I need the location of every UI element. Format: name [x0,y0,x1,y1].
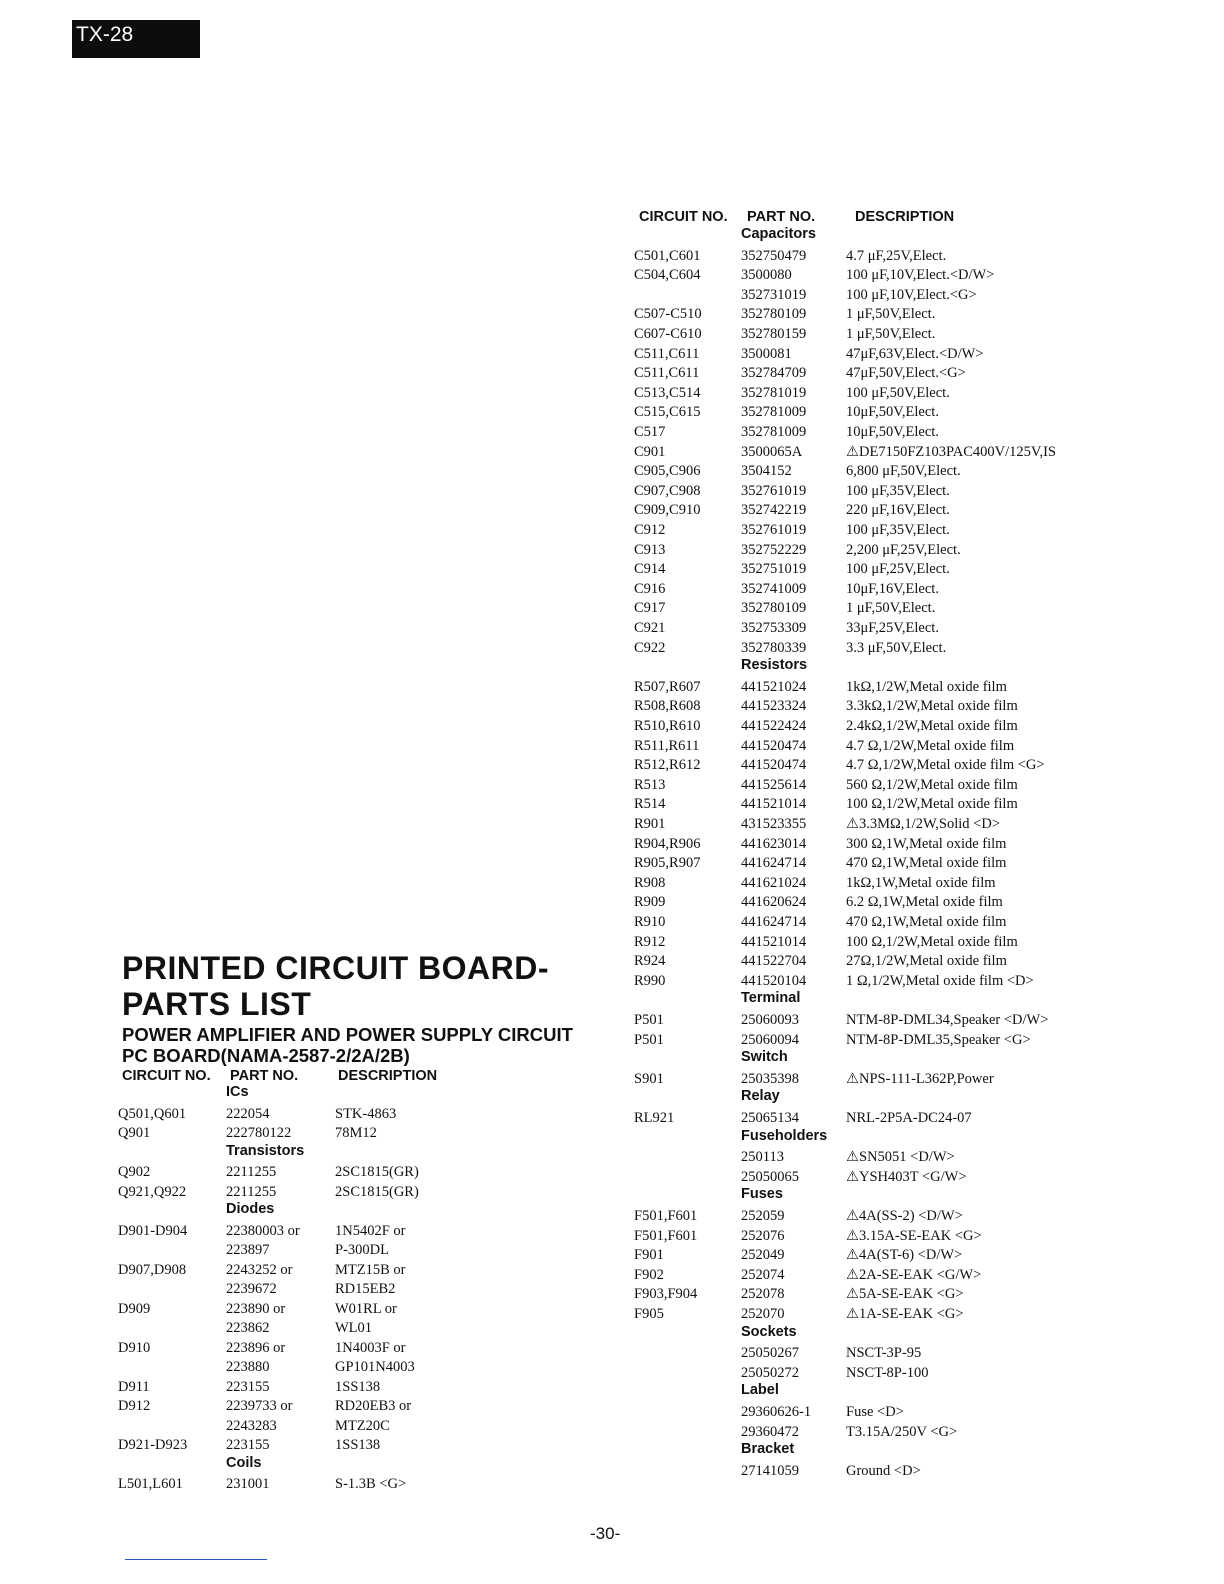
left-header-desc: DESCRIPTION [338,1068,438,1084]
circuit-no: R513 [634,776,666,793]
description: NTM-8P-DML34,Speaker <D/W> [846,1012,1049,1028]
part-no: 441525614 [741,776,807,793]
part-no: 352780109 [741,306,807,323]
right-header-circuit: CIRCUIT NO. [639,209,728,225]
part-no: 352742219 [741,502,807,519]
circuit-no: Q921,Q922 [118,1183,187,1200]
description: 4.7 Ω,1/2W,Metal oxide film <G> [846,757,1045,774]
description: 2,200 μF,25V,Elect. [846,541,961,558]
part-no: 352741009 [741,580,807,597]
circuit-no: R912 [634,933,666,950]
part-no: 352780109 [741,600,807,617]
description: 1kΩ,1W,Metal oxide film [846,874,996,891]
circuit-no: F902 [634,1266,664,1283]
part-no: 2239733 or [226,1398,293,1414]
part-no: 3500080 [741,267,792,284]
circuit-no: F903,F904 [634,1286,698,1303]
part-no: 25065134 [741,1110,799,1126]
circuit-no: C607-C610 [634,326,702,342]
part-no: 441623014 [741,835,807,852]
circuit-no: F501,F601 [634,1208,698,1224]
section-heading: Terminal [741,990,801,1007]
description: 100 μF,10V,Elect.<G> [846,286,977,303]
part-no: 2211255 [226,1183,277,1200]
part-no: 223896 or [226,1339,286,1356]
circuit-no: C917 [634,600,666,617]
circuit-no: D910 [118,1339,151,1356]
section-heading: Label [741,1382,779,1399]
description: ⚠NPS-111-L362P,Power [846,1070,994,1087]
description: ⚠5A-SE-EAK <G> [846,1286,964,1303]
part-no: 352761019 [741,482,807,499]
description: 10μF,16V,Elect. [846,580,939,597]
part-no: 441520474 [741,737,807,754]
circuit-no: S901 [634,1070,664,1087]
description: 2SC1815(GR) [335,1164,419,1180]
description: NTM-8P-DML35,Speaker <G> [846,1031,1031,1048]
part-no: 3504152 [741,463,792,480]
description: RD15EB2 [335,1281,396,1297]
left-header-circuit: CIRCUIT NO. [122,1068,211,1084]
part-no: 2211255 [226,1164,277,1180]
description: 100 μF,35V,Elect. [846,482,950,499]
description: ⚠4A(SS-2) <D/W> [846,1208,963,1224]
circuit-no: F901 [634,1247,664,1264]
part-no: 441620624 [741,894,807,911]
part-no: 25050272 [741,1364,799,1381]
description: 100 Ω,1/2W,Metal oxide film [846,796,1018,813]
section-subtitle [122,1024,573,1066]
description: 6,800 μF,50V,Elect. [846,463,961,480]
description: ⚠SN5051 <D/W> [846,1149,955,1166]
part-no: 352784709 [741,365,807,382]
description: 300 Ω,1W,Metal oxide film [846,835,1007,852]
description: 2.4kΩ,1/2W,Metal oxide film [846,718,1018,734]
description: 1SS138 [335,1378,381,1395]
section-heading: Capacitors [741,226,816,242]
description: NSCT-3P-95 [846,1345,922,1362]
description: 100 μF,10V,Elect.<D/W> [846,267,995,284]
description: ⚠3.3MΩ,1/2W,Solid <D> [846,816,1000,832]
description: RD20EB3 or [335,1398,412,1414]
description: 6.2 Ω,1W,Metal oxide film [846,894,1003,911]
section-heading: Diodes [226,1201,275,1217]
description: 33μF,25V,Elect. [846,620,939,636]
part-no: 441522704 [741,953,807,970]
part-no: 223880 [226,1359,270,1375]
part-no: 27141059 [741,1462,799,1479]
circuit-no: R904,R906 [634,835,701,852]
part-no: 352781009 [741,404,807,421]
circuit-no: R909 [634,894,666,911]
section-heading: Bracket [741,1441,795,1458]
part-no: 2243252 or [226,1261,293,1278]
circuit-no: D921-D923 [118,1437,188,1453]
page-number: -30- [590,1524,621,1543]
part-no: 252049 [741,1247,785,1264]
part-no: 352780339 [741,639,807,656]
description: 3.3 μF,50V,Elect. [846,639,947,656]
part-no: 25050267 [741,1345,799,1362]
part-no: 3500065A [741,443,803,460]
section-heading: ICs [226,1084,249,1100]
description: 470 Ω,1W,Metal oxide film [846,855,1007,872]
part-no: 29360626-1 [741,1404,812,1420]
description: MTZ20C [335,1417,390,1434]
part-no: 3500081 [741,345,792,362]
description: 10μF,50V,Elect. [846,424,939,440]
description: 78M12 [335,1125,377,1141]
description: ⚠1A-SE-EAK <G> [846,1306,964,1322]
circuit-no: R910 [634,914,666,930]
description: T3.15A/250V <G> [846,1423,958,1440]
circuit-no: C513,C514 [634,384,701,401]
part-no: 352731019 [741,286,807,303]
part-no: 352752229 [741,541,807,558]
circuit-no: C913 [634,541,666,558]
part-no: 441521024 [741,678,807,695]
part-no: 352781019 [741,384,807,401]
section-heading: Coils [226,1454,262,1471]
part-no: 223155 [226,1378,270,1395]
description: 100 μF,25V,Elect. [846,561,950,578]
description: 1 μF,50V,Elect. [846,600,936,617]
description: Fuse <D> [846,1404,904,1420]
description: 1N5402F or [335,1222,406,1239]
circuit-no: C507-C510 [634,306,702,323]
section-heading: Fuses [741,1186,783,1203]
description: 470 Ω,1W,Metal oxide film [846,914,1007,930]
subtitle-line-2: PC BOARD(NAMA-2587-2/2A/2B) [122,1045,410,1066]
description: 1kΩ,1/2W,Metal oxide film [846,678,1007,695]
circuit-no: Q501,Q601 [118,1105,187,1122]
circuit-no: Q901 [118,1125,151,1141]
circuit-no: D901-D904 [118,1222,188,1239]
circuit-no: C914 [634,561,666,578]
description: 3.3kΩ,1/2W,Metal oxide film [846,698,1018,715]
circuit-no: R507,R607 [634,678,701,695]
description: 1 μF,50V,Elect. [846,326,936,342]
description: P-300DL [335,1242,389,1258]
part-no: 25050065 [741,1168,799,1185]
part-no: 22380003 or [226,1222,300,1239]
part-no: 252076 [741,1227,785,1244]
circuit-no: C916 [634,580,666,597]
section-heading: Resistors [741,657,808,674]
divider-line [125,1559,267,1560]
left-header-part: PART NO. [230,1068,299,1084]
circuit-no: D909 [118,1300,151,1317]
part-no: 25060093 [741,1012,799,1028]
part-no: 252078 [741,1286,785,1303]
circuit-no: R905,R907 [634,855,701,872]
right-header-part: PART NO. [747,209,816,225]
part-no: 441621024 [741,874,807,891]
description: 1 Ω,1/2W,Metal oxide film <D> [846,972,1034,989]
description: 47μF,63V,Elect.<D/W> [846,345,984,362]
part-no: 222054 [226,1105,270,1122]
circuit-no: C515,C615 [634,404,701,421]
description: ⚠4A(ST-6) <D/W> [846,1247,963,1264]
description: 1SS138 [335,1437,381,1453]
part-no: 441520474 [741,757,807,774]
circuit-no: P501 [634,1012,664,1028]
part-no: 441522424 [741,718,807,734]
part-no: 231001 [226,1476,270,1492]
part-no: 252070 [741,1306,785,1322]
description: 27Ω,1/2W,Metal oxide film [846,953,1007,970]
part-no: 223890 or [226,1300,286,1317]
page-title [122,950,549,1022]
circuit-no: F501,F601 [634,1227,698,1244]
part-no: 441624714 [741,914,807,930]
circuit-no: C901 [634,443,666,460]
circuit-no: R514 [634,796,666,813]
description: 47μF,50V,Elect.<G> [846,365,966,382]
part-no: 352761019 [741,522,807,538]
circuit-no: R512,R612 [634,757,701,774]
part-no: 441520104 [741,972,807,989]
section-heading: Sockets [741,1323,797,1340]
section-heading: Switch [741,1049,788,1066]
model-tag: TX-28 [72,20,200,58]
section-heading: Relay [741,1088,780,1105]
part-no: 223862 [226,1320,270,1336]
description: NRL-2P5A-DC24-07 [846,1110,972,1126]
part-no: 29360472 [741,1423,799,1440]
description: 100 Ω,1/2W,Metal oxide film [846,933,1018,950]
circuit-no: C511,C611 [634,345,700,362]
part-no: 441523324 [741,698,807,715]
description: Ground <D> [846,1462,921,1479]
description: 220 μF,16V,Elect. [846,502,950,519]
circuit-no: R924 [634,953,666,970]
circuit-no: C912 [634,522,666,538]
description: ⚠DE7150FZ103PAC400V/125V,IS [846,443,1056,460]
part-no: 431523355 [741,816,807,832]
circuit-no: C511,C611 [634,365,700,382]
part-no: 441521014 [741,796,807,813]
circuit-no: C909,C910 [634,502,701,519]
section-heading: Transistors [226,1142,305,1159]
title-line-2: PARTS LIST [122,986,312,1022]
part-no: 223155 [226,1437,270,1453]
description: 10μF,50V,Elect. [846,404,939,421]
part-no: 352753309 [741,620,807,636]
part-no: 250113 [741,1149,784,1166]
part-no: 252059 [741,1208,785,1224]
part-no: 441624714 [741,855,807,872]
description: S-1.3B <G> [335,1476,407,1492]
description: 2SC1815(GR) [335,1183,419,1200]
description: W01RL or [335,1300,397,1317]
title-line-1: PRINTED CIRCUIT BOARD- [122,950,549,986]
circuit-no: D912 [118,1398,151,1414]
description: NSCT-8P-100 [846,1364,929,1381]
circuit-no: C922 [634,639,666,656]
part-no: 441521014 [741,933,807,950]
circuit-no: D907,D908 [118,1261,187,1278]
description: ⚠3.15A-SE-EAK <G> [846,1227,982,1244]
circuit-no: C517 [634,424,666,440]
part-no: 352751019 [741,561,807,578]
circuit-no: R508,R608 [634,698,701,715]
circuit-no: D911 [118,1378,150,1395]
section-heading: Fuseholders [741,1127,828,1144]
part-no: 223897 [226,1242,270,1258]
circuit-no: C905,C906 [634,463,701,480]
description: 4.7 μF,25V,Elect. [846,247,947,264]
description: 560 Ω,1/2W,Metal oxide film [846,776,1018,793]
part-no: 25035398 [741,1070,799,1087]
circuit-no: C501,C601 [634,247,701,264]
circuit-no: P501 [634,1031,664,1048]
part-no: 352750479 [741,247,807,264]
description: 4.7 Ω,1/2W,Metal oxide film [846,737,1015,754]
circuit-no: C921 [634,620,666,636]
right-header-desc: DESCRIPTION [855,209,955,225]
part-no: 2239672 [226,1281,277,1297]
circuit-no: RL921 [634,1110,675,1126]
circuit-no: R510,R610 [634,718,701,734]
circuit-no: R990 [634,972,666,989]
part-no: 222780122 [226,1125,292,1141]
description: STK-4863 [335,1105,397,1122]
circuit-no: R511,R611 [634,737,700,754]
description: 1 μF,50V,Elect. [846,306,936,323]
description: ⚠2A-SE-EAK <G/W> [846,1266,982,1283]
part-no: 352780159 [741,326,807,342]
circuit-no: Q902 [118,1164,151,1180]
circuit-no: R901 [634,816,666,832]
circuit-no: R908 [634,874,666,891]
description: 1N4003F or [335,1339,406,1356]
description: 100 μF,50V,Elect. [846,384,950,401]
part-no: 352781009 [741,424,807,440]
description: 100 μF,35V,Elect. [846,522,950,538]
circuit-no: C907,C908 [634,482,701,499]
part-no: 2243283 [226,1417,277,1434]
circuit-no: C504,C604 [634,267,701,284]
description: GP101N4003 [335,1359,415,1375]
part-no: 25060094 [741,1031,799,1048]
part-no: 252074 [741,1266,785,1283]
circuit-no: F905 [634,1306,664,1322]
description: MTZ15B or [335,1261,406,1278]
circuit-no: L501,L601 [118,1476,183,1492]
description: ⚠YSH403T <G/W> [846,1168,967,1185]
subtitle-line-1: POWER AMPLIFIER AND POWER SUPPLY CIRCUIT [122,1024,573,1045]
description: WL01 [335,1320,373,1336]
